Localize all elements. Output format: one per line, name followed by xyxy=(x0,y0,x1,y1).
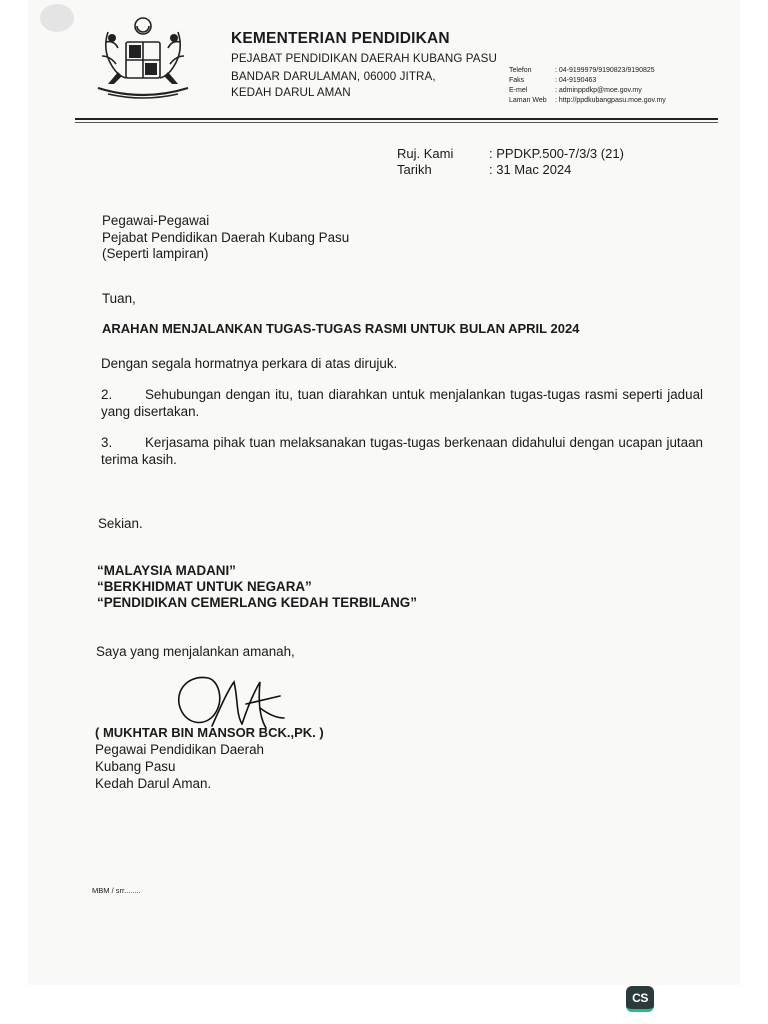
paragraph-2 xyxy=(101,386,703,420)
tarikh-label: Tarikh xyxy=(397,162,432,177)
tarikh-value: : 31 Mac 2024 xyxy=(489,162,572,177)
address-line-2: KEDAH DARUL AMAN xyxy=(231,86,351,99)
recipient-line-3: (Seperti lampiran) xyxy=(102,246,209,261)
subject-line: ARAHAN MENJALANKAN TUGAS-TUGAS RASMI UNTUK BULAN APRIL 2024 xyxy=(102,321,580,336)
office-name: PEJABAT PENDIDIKAN DAERAH KUBANG PASU xyxy=(231,52,497,65)
paragraph-1: Dengan segala hormatnya perkara di atas dirujuk. xyxy=(101,356,398,371)
camscanner-badge-icon: CS xyxy=(626,986,654,1012)
letter-page xyxy=(28,0,740,985)
salutation: Tuan, xyxy=(102,291,136,306)
signature-intro: Saya yang menjalankan amanah, xyxy=(96,644,295,659)
organisation-name: KEMENTERIAN PENDIDIKAN xyxy=(231,30,450,47)
header-divider xyxy=(75,118,718,120)
recipient-line-1: Pegawai-Pegawai xyxy=(102,213,210,228)
contact-website: Laman Web : http://ppdkubangpasu.moe.gov.my xyxy=(509,97,666,104)
header-divider-thin xyxy=(75,122,718,123)
slogan-1: “MALAYSIA MADANI” xyxy=(97,563,236,578)
contact-block xyxy=(509,66,666,106)
paragraph-2-text: Sehubungan dengan itu, tuan diarahkan untuk menjalankan tugas-tugas rasmi seperti jadual yang disertakan. xyxy=(101,387,703,419)
contact-telefon: Telefon : 04-9199979/9190823/9190825 xyxy=(509,67,655,74)
address-line-1: BANDAR DARULAMAN, 06000 JITRA, xyxy=(231,70,436,83)
reference-block xyxy=(397,146,624,178)
contact-email: E-mel : adminppdkp@moe.gov.my xyxy=(509,87,642,94)
signatory-title-1: Pegawai Pendidikan Daerah xyxy=(95,742,264,757)
slogan-2: “BERKHIDMAT UNTUK NEGARA” xyxy=(97,579,312,594)
slogan-3: “PENDIDIKAN CEMERLANG KEDAH TERBILANG” xyxy=(97,595,417,610)
closing: Sekian. xyxy=(98,516,143,531)
scan-smudge xyxy=(40,4,74,32)
recipient-line-2: Pejabat Pendidikan Daerah Kubang Pasu xyxy=(102,230,350,245)
signatory-name: ( MUKHTAR BIN MANSOR BCK.,PK. ) xyxy=(95,725,324,740)
malaysia-crest-icon xyxy=(88,12,198,112)
footer-initials: MBM / srr........ xyxy=(92,886,141,895)
paragraph-3-text: Kerjasama pihak tuan melaksanakan tugas-tugas berkenaan didahului dengan ucapan jutaan terima kasih. xyxy=(101,435,703,467)
contact-faks: Faks : 04-9190463 xyxy=(509,77,597,84)
paragraph-3-number: 3. xyxy=(101,435,113,450)
ruj-value: : PPDKP.500-7/3/3 (21) xyxy=(489,146,624,161)
ruj-label: Ruj. Kami xyxy=(397,146,454,161)
signatory-title-3: Kedah Darul Aman. xyxy=(95,776,212,791)
paragraph-3 xyxy=(101,434,703,468)
signatory-title-2: Kubang Pasu xyxy=(95,759,176,774)
paragraph-2-number: 2. xyxy=(101,387,113,402)
